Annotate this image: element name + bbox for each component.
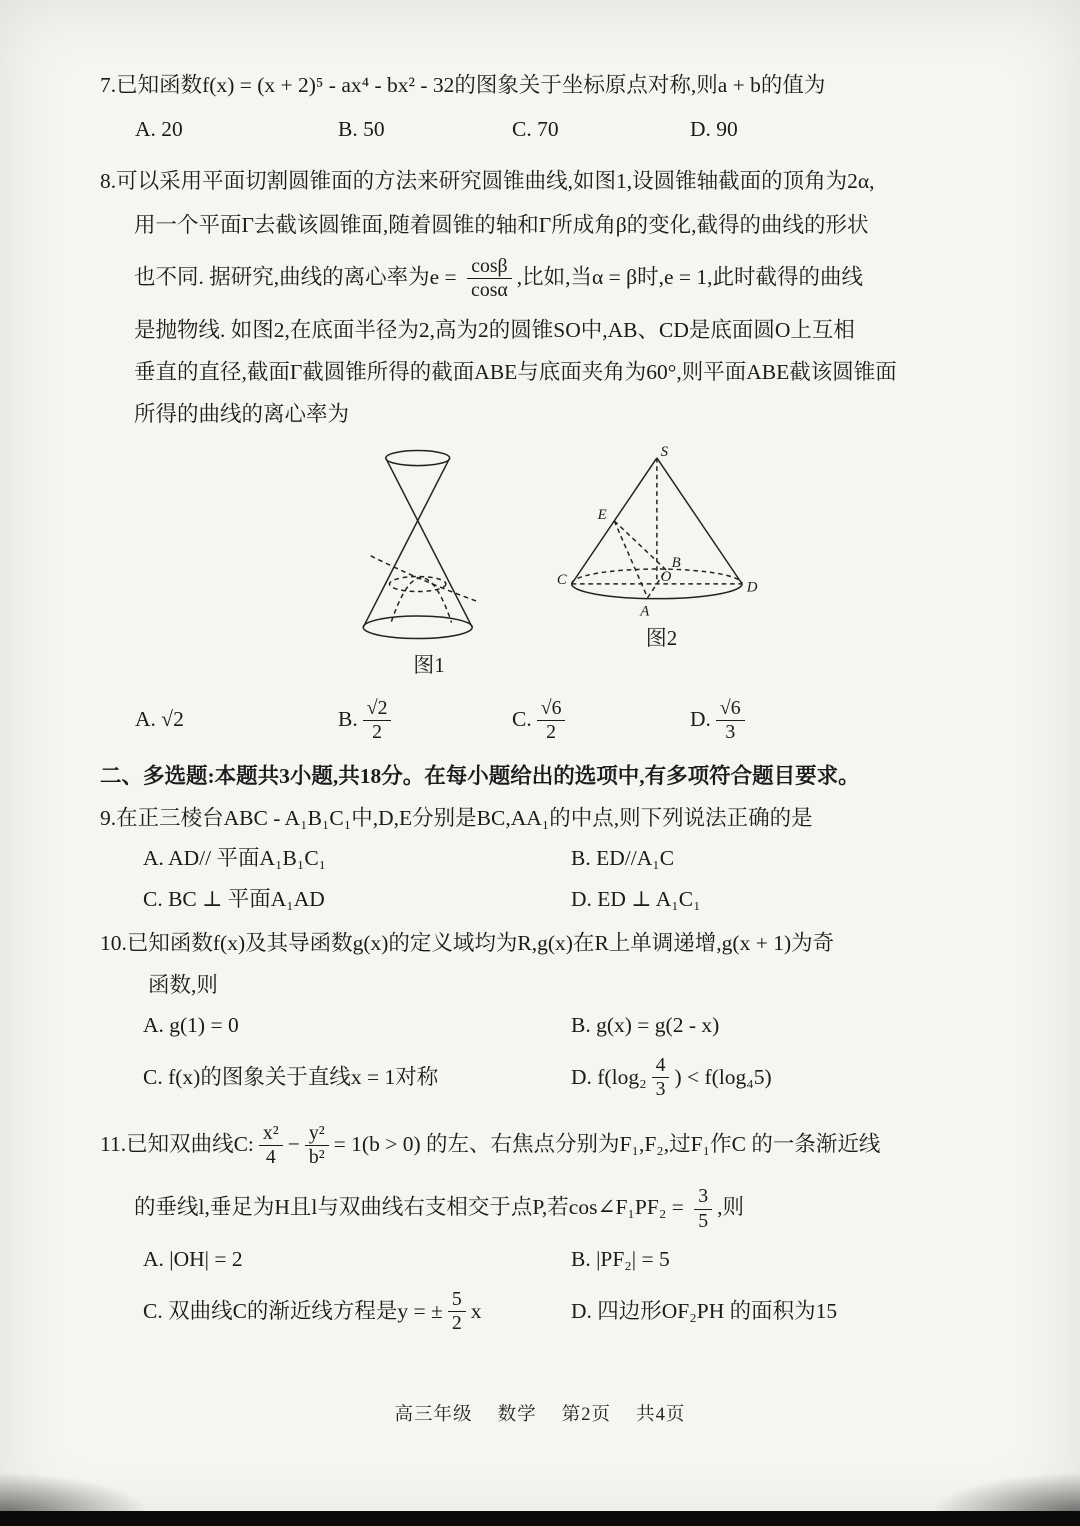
q8-option-a: A. √2	[135, 707, 184, 732]
q8-line2: 用一个平面Γ去截该圆锥面,随着圆锥的轴和Γ所成角β的变化,截得的曲线的形状	[134, 212, 869, 237]
scan-shadow-right	[930, 1472, 1080, 1514]
figure-2-caption: 图2	[645, 626, 678, 651]
question-7	[100, 72, 980, 144]
q11-frac2-den: b²	[308, 1145, 325, 1168]
q11-cos-fraction	[694, 1186, 712, 1232]
q10-options	[100, 1012, 980, 1103]
q10-line2: 函数,则	[148, 972, 218, 997]
q8-line3-post: ,比如,当α = β时,e = 1,此时截得的曲线	[516, 264, 864, 289]
q10-line1: 10.已知函数f(x)及其导函数g(x)的定义域均为R,g(x)在R上单调递增,g(x + 1)为奇	[100, 931, 835, 956]
q8-eccentricity-fraction	[467, 256, 512, 302]
q8-option-d-num: √6	[716, 698, 745, 721]
q7-options	[100, 116, 980, 144]
fig2-label-O: O	[660, 569, 672, 586]
q11-frac3-num: 3	[694, 1186, 712, 1209]
q11-line2-post: ,则	[717, 1195, 744, 1220]
q11-line1-minus: −	[287, 1131, 300, 1156]
q9-option-d: D. ED ⊥ A₁C₁	[571, 887, 701, 912]
q7-option-c: C. 70	[512, 116, 559, 141]
q11-option-a: A. |OH| = 2	[143, 1247, 243, 1272]
q8-option-b-num: √2	[363, 698, 392, 721]
q10-option-d	[571, 1053, 980, 1103]
q11-line1-pre: 11.已知双曲线C:	[100, 1131, 254, 1156]
q9-option-c: C. BC ⊥ 平面A₁AD	[143, 887, 325, 912]
q8-frac-den: cosα	[471, 279, 508, 302]
q8-line5: 垂直的直径,截面Γ截圆锥所得的截面ABE与底面夹角为60°,则平面ABE截该圆锥面	[134, 360, 897, 385]
q11-frac2-num: y²	[305, 1123, 329, 1146]
double-cone-figure	[335, 443, 523, 648]
q10-option-a: A. g(1) = 0	[143, 1012, 239, 1037]
q11-frac1-den: 4	[265, 1145, 276, 1168]
q8-option-c-label: C.	[512, 707, 532, 732]
q8-line3-pre: 也不同. 据研究,曲线的离心率为e =	[134, 264, 463, 289]
q9-options	[100, 845, 980, 914]
multi-choice-section-header: 二、多选题:本题共3小题,共18分。在每小题给出的选项中,有多项符合题目要求。	[100, 764, 860, 789]
q8-option-c	[512, 696, 690, 746]
q11-line2-pre: 的垂线l,垂足为H且l与双曲线右支相交于点P,若cos∠F₁PF₂ =	[134, 1195, 690, 1220]
q7-option-d: D. 90	[690, 116, 738, 141]
q11-option-c-pre: C. 双曲线C的渐近线方程是y = ±	[143, 1298, 443, 1323]
q8-line1: 8.可以采用平面切割圆锥面的方法来研究圆锥曲线,如图1,设圆锥轴截面的顶角为2α,	[100, 168, 875, 193]
q8-option-d-den: 3	[725, 720, 736, 743]
q10-option-d-fraction	[652, 1055, 670, 1101]
q11-option-b: B. |PF₂| = 5	[571, 1247, 670, 1272]
q11-frac3-den: 5	[698, 1209, 709, 1232]
q11-option-d: D. 四边形OF₂PH 的面积为15	[571, 1298, 838, 1323]
q7-option-a: A. 20	[135, 116, 183, 141]
q11-line1	[100, 1121, 980, 1171]
q11-option-c-post: x	[470, 1298, 482, 1323]
q8-options	[100, 696, 980, 746]
q8-option-b-label: B.	[338, 707, 358, 732]
page-footer: 高三年级 数学 第2页 共4页	[394, 1405, 686, 1425]
scan-shadow-left	[0, 1472, 150, 1514]
q8-option-b	[338, 696, 512, 746]
fig2-label-S: S	[660, 444, 668, 461]
q11-option-c-fraction	[448, 1289, 466, 1335]
figure-1-caption: 图1	[413, 653, 445, 678]
q8-line3	[100, 254, 980, 304]
q8-option-c-den: 2	[546, 720, 557, 743]
q8-frac-num: cosβ	[467, 256, 512, 279]
fig2-label-D: D	[746, 579, 758, 596]
q8-option-d	[690, 696, 980, 746]
q8-line6: 所得的曲线的离心率为	[134, 402, 350, 427]
q10-option-c: C. f(x)的图象关于直线x = 1对称	[143, 1064, 439, 1089]
q11-frac1-num: x²	[259, 1123, 283, 1146]
q9-option-b: B. ED//A₁C	[571, 846, 675, 871]
q8-option-c-fraction	[537, 698, 566, 744]
fig2-label-C: C	[556, 572, 567, 589]
q9-option-a: A. AD// 平面A₁B₁C₁	[143, 846, 327, 871]
question-11	[100, 1121, 980, 1337]
q10-option-b: B. g(x) = g(2 - x)	[571, 1012, 720, 1037]
q8-figures	[335, 443, 980, 679]
fig2-label-B: B	[671, 555, 681, 572]
figure-2	[555, 443, 768, 679]
q8-option-c-num: √6	[537, 698, 566, 721]
q10-option-d-pre: D. f(log₂	[571, 1064, 647, 1089]
q7-option-b: B. 50	[338, 116, 385, 141]
scan-bottom-edge	[0, 1511, 1080, 1526]
q10-option-d-num: 4	[652, 1055, 670, 1078]
q10-option-d-den: 3	[655, 1078, 666, 1101]
q11-line2	[100, 1184, 980, 1234]
figure-1	[335, 443, 523, 679]
q11-frac4-num: 5	[448, 1289, 466, 1312]
q8-option-b-fraction	[363, 698, 392, 744]
question-10	[100, 930, 980, 1103]
q11-line1-post: = 1(b > 0) 的左、右焦点分别为F₁,F₂,过F₁作C 的一条渐近线	[333, 1131, 881, 1156]
question-8	[100, 168, 980, 745]
q8-option-d-label: D.	[690, 707, 711, 732]
q8-option-b-den: 2	[372, 720, 383, 743]
q10-option-d-post: ) < f(log₄5)	[674, 1064, 772, 1089]
q11-fraction-x	[259, 1123, 283, 1169]
q8-option-d-fraction	[716, 698, 745, 744]
q11-frac4-den: 2	[451, 1312, 462, 1335]
cone-SO-figure	[555, 443, 768, 621]
q11-fraction-y	[305, 1123, 329, 1169]
fig2-label-E: E	[597, 507, 607, 524]
q11-option-c	[143, 1287, 571, 1337]
q9-stem: 9.在正三棱台ABC - A₁B₁C₁中,D,E分别是BC,AA₁的中点,则下列说法正确的是	[100, 806, 813, 831]
q8-line4: 是抛物线. 如图2,在底面半径为2,高为2的圆锥SO中,AB、CD是底面圆O上互相	[134, 318, 855, 343]
fig2-label-A: A	[640, 603, 650, 620]
question-9	[100, 805, 980, 914]
q11-options	[100, 1246, 980, 1337]
q7-stem: 7.已知函数f(x) = (x + 2)⁵ - ax⁴ - bx² - 32的图象关于坐标原点对称,则a + b的值为	[100, 73, 826, 97]
